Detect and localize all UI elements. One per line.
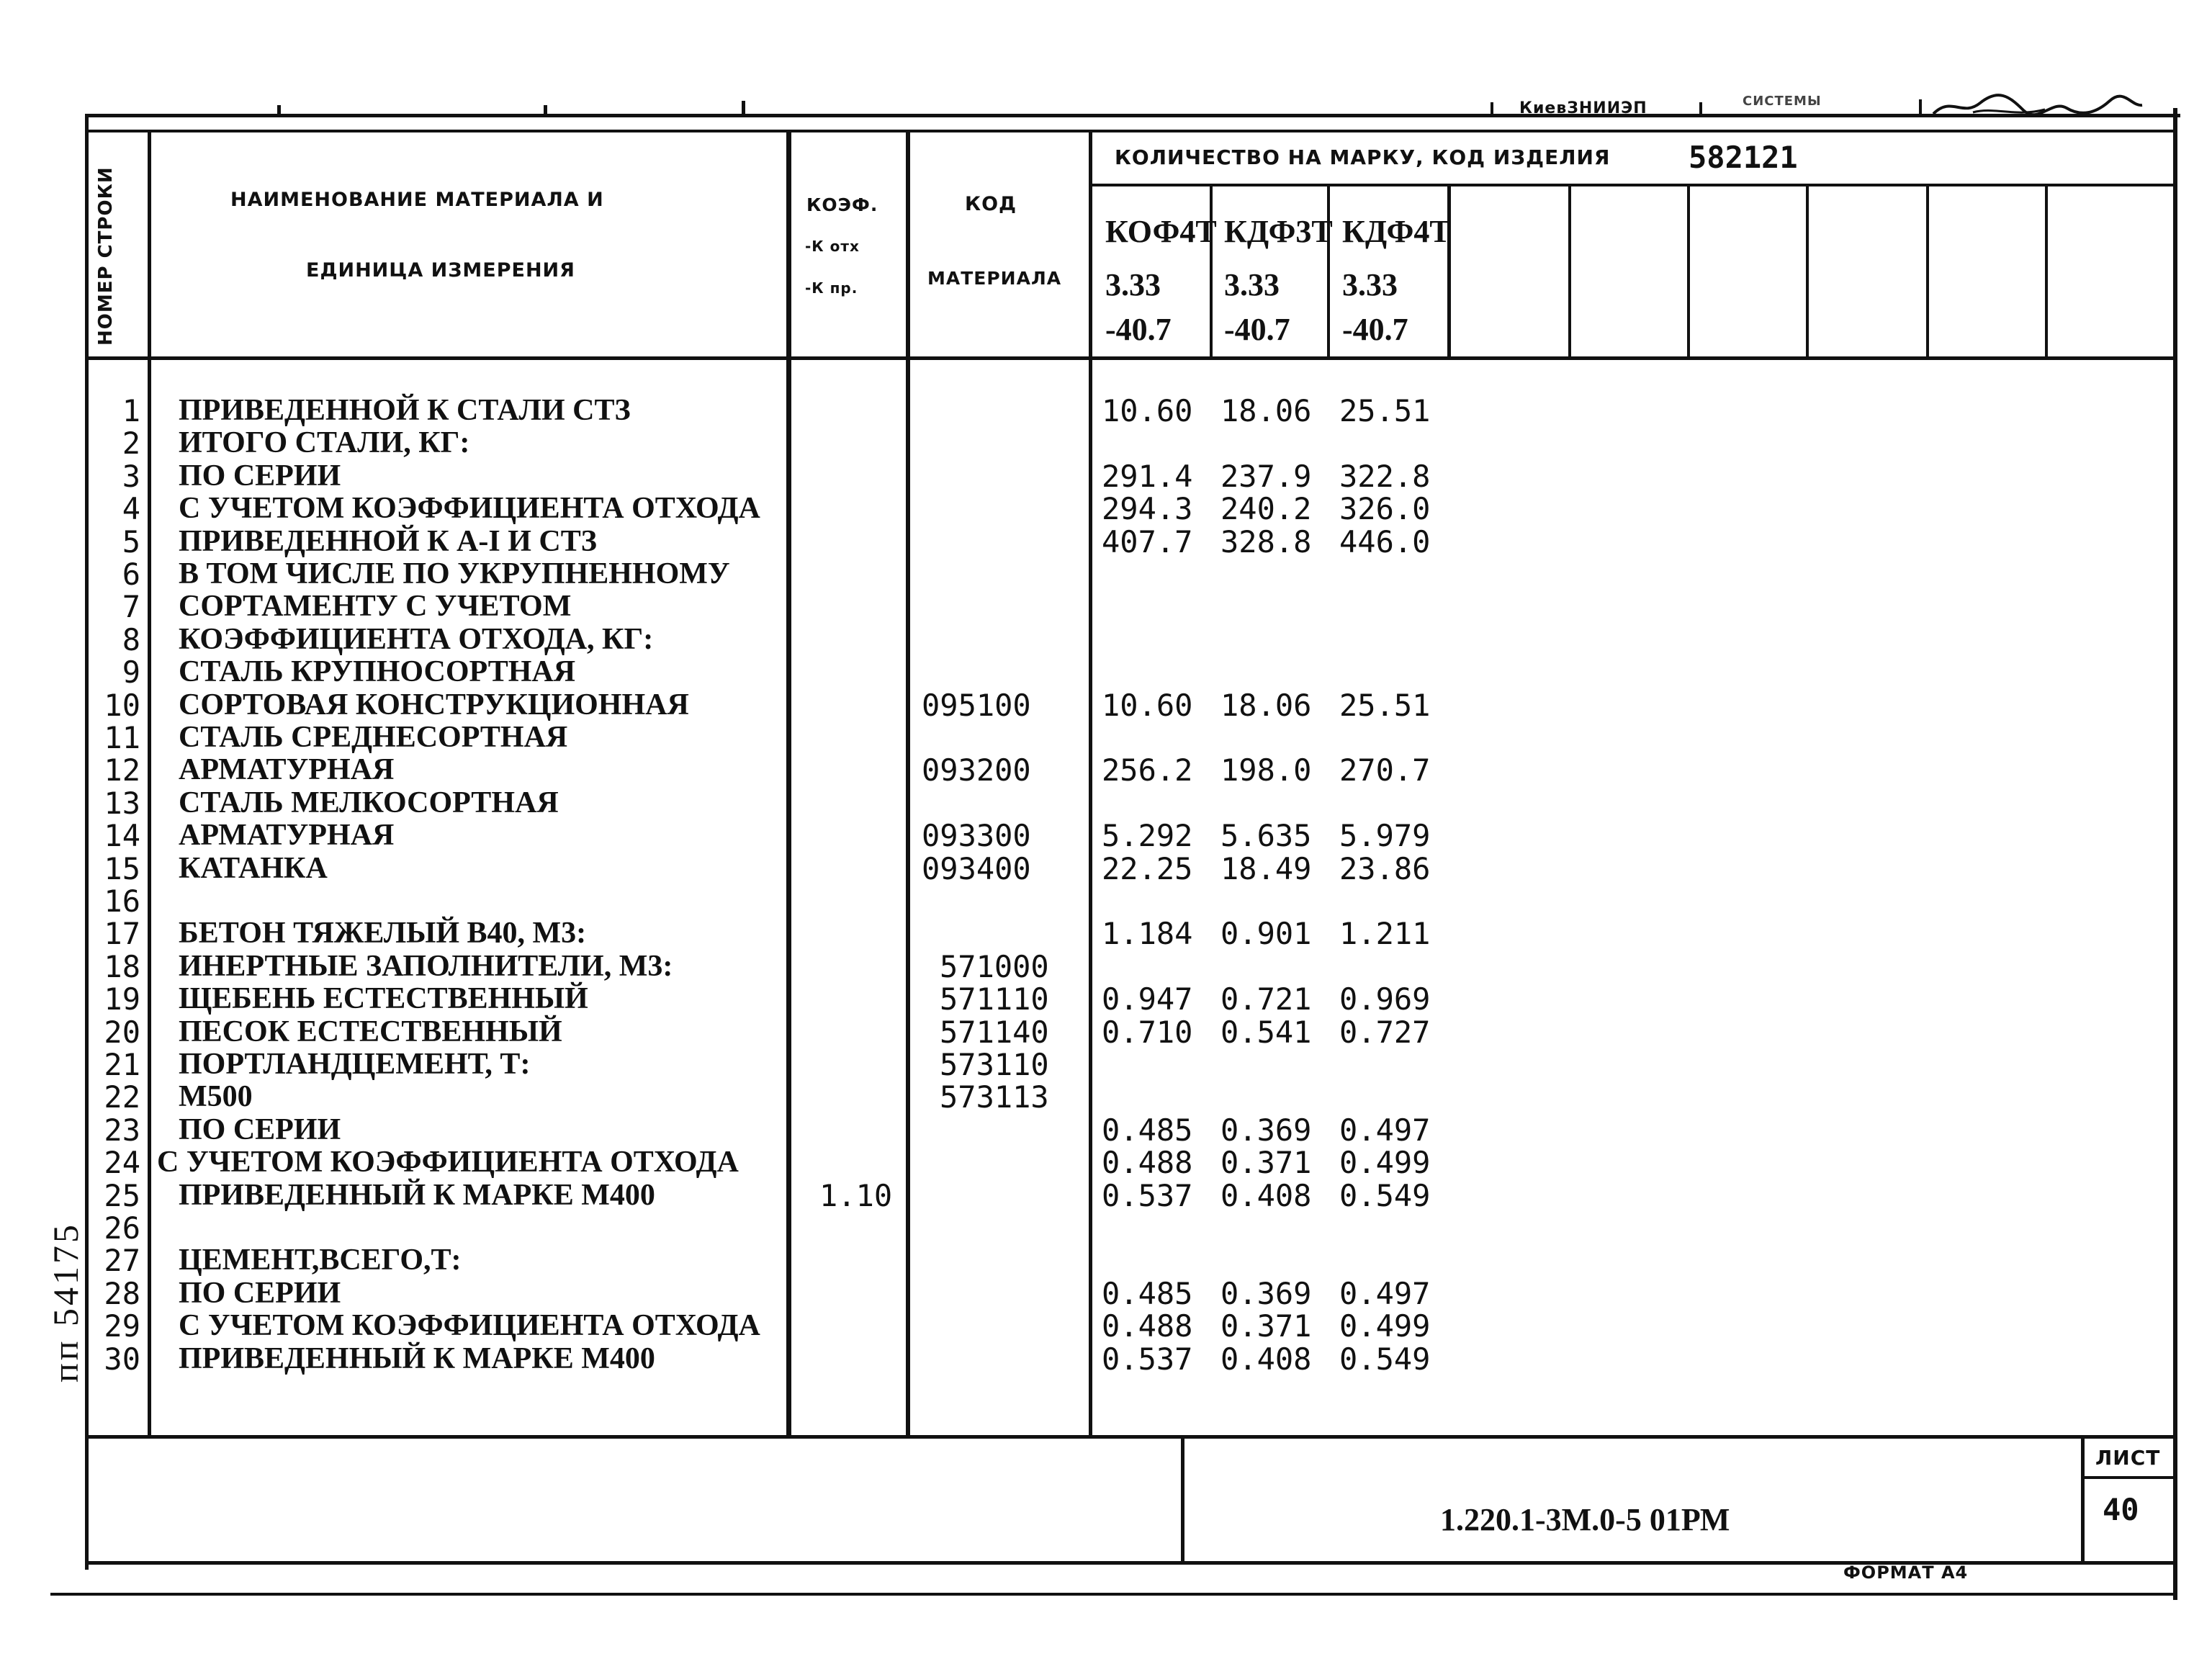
tick-mark xyxy=(1491,102,1493,117)
quantity-value: 0.371 xyxy=(1220,1308,1312,1344)
material-name: С УЧЕТОМ КОЭФФИЦИЕНТА ОТХОДА xyxy=(157,1146,739,1179)
quantity-value: 0.369 xyxy=(1220,1276,1312,1311)
material-name: ПРИВЕДЕННЫЙ К МАРКЕ М400 xyxy=(179,1342,655,1375)
quantity-value: 0.488 xyxy=(1102,1308,1193,1344)
mark-line2: 3.33 xyxy=(1224,267,1280,302)
row-number: 13 xyxy=(104,786,140,821)
quantity-value: 18.49 xyxy=(1220,851,1312,886)
material-name: ИТОГО СТАЛИ, КГ: xyxy=(179,426,470,459)
col-divider-rownum xyxy=(148,130,151,1437)
mark-divider xyxy=(1210,184,1213,358)
quantity-value: 18.06 xyxy=(1220,393,1312,428)
material-name: С УЧЕТОМ КОЭФФИЦИЕНТА ОТХОДА xyxy=(179,1309,760,1342)
quantity-value: 0.369 xyxy=(1220,1112,1312,1148)
mark-line3: -40.7 xyxy=(1224,312,1290,347)
mark-divider xyxy=(1926,184,1929,358)
quantity-value: 5.979 xyxy=(1339,818,1431,853)
quantity-value: 0.485 xyxy=(1102,1112,1193,1148)
row-number: 22 xyxy=(104,1079,140,1115)
footer-divider xyxy=(1181,1435,1184,1565)
tick-mark xyxy=(742,101,745,117)
mark-name: КДФ3Т xyxy=(1224,214,1333,249)
col-header-name-line2: ЕДИНИЦА ИЗМЕРЕНИЯ xyxy=(306,259,575,282)
quantity-value: 25.51 xyxy=(1339,393,1431,428)
material-code: 571140 xyxy=(940,1015,1049,1050)
row-number: 1 xyxy=(122,393,140,428)
quantity-value: 407.7 xyxy=(1102,524,1193,559)
material-name: ПРИВЕДЕННОЙ К СТАЛИ СТЗ xyxy=(179,394,631,427)
material-name: ПО СЕРИИ xyxy=(179,459,341,493)
quantity-value: 198.0 xyxy=(1220,752,1312,788)
row-number: 24 xyxy=(104,1145,140,1180)
header-bottom-line xyxy=(85,356,2177,360)
row-number: 5 xyxy=(122,524,140,559)
quantity-value: 0.485 xyxy=(1102,1276,1193,1311)
row-number: 12 xyxy=(104,752,140,788)
quantity-value: 0.727 xyxy=(1339,1015,1431,1050)
material-name: ПРИВЕДЕННЫЙ К МАРКЕ М400 xyxy=(179,1179,655,1212)
tick-mark xyxy=(277,105,281,117)
quantity-value: 0.537 xyxy=(1102,1178,1193,1213)
material-name: СОРТОВАЯ КОНСТРУКЦИОННАЯ xyxy=(179,688,689,721)
col-header-code-line2: МАТЕРИАЛА xyxy=(927,268,1062,289)
mark-divider xyxy=(1568,184,1571,358)
row-number: 14 xyxy=(104,818,140,853)
material-name: КАТАНКА xyxy=(179,852,328,885)
row-number: 23 xyxy=(104,1112,140,1148)
quantity-value: 22.25 xyxy=(1102,851,1193,886)
row-number: 8 xyxy=(122,622,140,657)
row-number: 17 xyxy=(104,916,140,951)
material-name: ПО СЕРИИ xyxy=(179,1277,341,1310)
material-name: М500 xyxy=(179,1080,253,1113)
mark-name: КДФ4Т xyxy=(1342,214,1451,249)
quantity-value: 5.635 xyxy=(1220,818,1312,853)
material-name: ИНЕРТНЫЕ ЗАПОЛНИТЕЛИ, М3: xyxy=(179,950,673,983)
row-number: 9 xyxy=(122,655,140,690)
document-code: 1.220.1-3М.0-5 01РМ xyxy=(1440,1502,1730,1537)
col-header-code-line1: КОД xyxy=(965,193,1017,215)
quantity-value: 23.86 xyxy=(1339,851,1431,886)
sheet-number: 40 xyxy=(2103,1492,2139,1527)
material-name: БЕТОН ТЯЖЕЛЫЙ В40, М3: xyxy=(179,917,587,950)
col-header-name-line1: НАИМЕНОВАНИЕ МАТЕРИАЛА И xyxy=(230,189,604,211)
quantity-value: 0.497 xyxy=(1339,1276,1431,1311)
tick-mark xyxy=(544,105,547,117)
mark-divider xyxy=(1327,184,1330,358)
quantity-value: 270.7 xyxy=(1339,752,1431,788)
material-name: АРМАТУРНАЯ xyxy=(179,753,395,786)
mark-line2: 3.33 xyxy=(1342,267,1398,302)
quantity-value: 0.371 xyxy=(1220,1145,1312,1180)
col-header-rownum: НОМЕР СТРОКИ xyxy=(95,166,117,346)
row-number: 15 xyxy=(104,851,140,886)
quantity-value: 10.60 xyxy=(1102,393,1193,428)
product-code: 582121 xyxy=(1689,140,1798,175)
material-name: С УЧЕТОМ КОЭФФИЦИЕНТА ОТХОДА xyxy=(179,492,760,525)
row-number: 6 xyxy=(122,557,140,592)
material-name: ПРИВЕДЕННОЙ К А-I И СТЗ xyxy=(179,525,597,558)
quantity-value: 328.8 xyxy=(1220,524,1312,559)
row-number: 2 xyxy=(122,426,140,461)
quantity-value: 0.969 xyxy=(1339,981,1431,1017)
quantity-value: 0.499 xyxy=(1339,1308,1431,1344)
quantity-value: 0.947 xyxy=(1102,981,1193,1017)
row-number: 21 xyxy=(104,1047,140,1082)
row-number: 29 xyxy=(104,1308,140,1344)
material-name: В ТОМ ЧИСЛЕ ПО УКРУПНЕННОМУ xyxy=(179,557,730,590)
top-border xyxy=(85,114,2180,117)
sheet-label: ЛИСТ xyxy=(2095,1446,2161,1470)
quantity-value: 0.488 xyxy=(1102,1145,1193,1180)
material-name: КОЭФФИЦИЕНТА ОТХОДА, КГ: xyxy=(179,623,654,656)
material-name: АРМАТУРНАЯ xyxy=(179,819,395,852)
quantity-value: 0.901 xyxy=(1220,916,1312,951)
material-name: СТАЛЬ МЕЛКОСОРТНАЯ xyxy=(179,786,559,819)
header-top-line xyxy=(85,130,2177,132)
row-number: 3 xyxy=(122,459,140,494)
row-number: 25 xyxy=(104,1178,140,1213)
material-name: СТАЛЬ КРУПНОСОРТНАЯ xyxy=(179,655,576,688)
mark-name: КОФ4Т xyxy=(1105,214,1217,249)
quantity-value: 240.2 xyxy=(1220,491,1312,526)
mark-line2: 3.33 xyxy=(1105,267,1161,302)
format-label: ФОРМАТ А4 xyxy=(1843,1563,1969,1583)
quantity-value: 5.292 xyxy=(1102,818,1193,853)
material-code: 573113 xyxy=(940,1079,1049,1115)
quantity-value: 0.549 xyxy=(1339,1341,1431,1377)
quantity-value: 0.408 xyxy=(1220,1178,1312,1213)
material-code: 095100 xyxy=(922,688,1031,723)
material-name: СОРТАМЕНТУ С УЧЕТОМ xyxy=(179,590,572,623)
mark-divider xyxy=(1447,184,1451,358)
col-divider-coef xyxy=(906,130,910,1437)
material-name: ПОРТЛАНДЦЕМЕНТ, Т: xyxy=(179,1048,531,1081)
row-number: 30 xyxy=(104,1341,140,1377)
quantity-value: 256.2 xyxy=(1102,752,1193,788)
top-org-stamp: КиевЗНИИЭП xyxy=(1519,99,1647,117)
signature-scribble xyxy=(1930,92,2146,121)
side-stamp: пп 54175 xyxy=(45,1221,86,1382)
row-number: 20 xyxy=(104,1015,140,1050)
col-header-coef-line3: -К пр. xyxy=(805,279,858,297)
quantity-value: 25.51 xyxy=(1339,688,1431,723)
row-number: 26 xyxy=(104,1210,140,1246)
sheet-label-line xyxy=(2081,1476,2176,1479)
material-name: ЩЕБЕНЬ ЕСТЕСТВЕННЫЙ xyxy=(179,982,588,1015)
top-stamp-text: СИСТЕМЫ xyxy=(1743,94,1822,109)
col-header-coef-line2: -К отх xyxy=(805,238,860,255)
format-line xyxy=(50,1593,2177,1596)
row-number: 7 xyxy=(122,589,140,624)
material-code: 093400 xyxy=(922,851,1031,886)
material-name: ПО СЕРИИ xyxy=(179,1113,341,1146)
material-code: 093300 xyxy=(922,818,1031,853)
quantity-value: 0.537 xyxy=(1102,1341,1193,1377)
mark-line3: -40.7 xyxy=(1342,312,1408,347)
row-number: 28 xyxy=(104,1276,140,1311)
material-name: ЦЕМЕНТ,ВСЕГО,Т: xyxy=(179,1244,462,1277)
mark-divider xyxy=(2045,184,2048,358)
quantity-value: 322.8 xyxy=(1339,459,1431,494)
quantity-value: 294.3 xyxy=(1102,491,1193,526)
quantity-value: 18.06 xyxy=(1220,688,1312,723)
quantity-value: 0.408 xyxy=(1220,1341,1312,1377)
coef-value: 1.10 xyxy=(819,1178,893,1213)
row-number: 27 xyxy=(104,1243,140,1278)
quantity-value: 1.211 xyxy=(1339,916,1431,951)
quantity-value: 10.60 xyxy=(1102,688,1193,723)
row-number: 11 xyxy=(104,720,140,755)
quantity-value: 326.0 xyxy=(1339,491,1431,526)
quantity-value: 0.541 xyxy=(1220,1015,1312,1050)
quantity-value: 291.4 xyxy=(1102,459,1193,494)
col-divider-name xyxy=(786,130,791,1437)
quantity-value: 1.184 xyxy=(1102,916,1193,951)
col-divider-code xyxy=(1089,130,1092,1437)
qty-header-label: КОЛИЧЕСТВО НА МАРКУ, КОД ИЗДЕЛИЯ xyxy=(1115,145,1611,169)
row-number: 18 xyxy=(104,949,140,984)
material-code: 093200 xyxy=(922,752,1031,788)
row-number: 19 xyxy=(104,981,140,1017)
sheet-box-divider xyxy=(2081,1435,2085,1565)
material-code: 571000 xyxy=(940,949,1049,984)
tick-mark xyxy=(1699,102,1702,117)
quantity-value: 0.499 xyxy=(1339,1145,1431,1180)
quantity-value: 0.549 xyxy=(1339,1178,1431,1213)
tick-mark xyxy=(1919,99,1922,117)
mark-divider xyxy=(1806,184,1809,358)
footer-top-line xyxy=(85,1435,2177,1439)
material-code: 573110 xyxy=(940,1047,1049,1082)
row-number: 4 xyxy=(122,491,140,526)
frame-right xyxy=(2173,108,2177,1600)
material-code: 571110 xyxy=(940,981,1049,1017)
quantity-value: 237.9 xyxy=(1220,459,1312,494)
row-number: 16 xyxy=(104,884,140,919)
material-name: СТАЛЬ СРЕДНЕСОРТНАЯ xyxy=(179,721,568,754)
qty-label-line xyxy=(1089,184,2176,186)
quantity-value: 446.0 xyxy=(1339,524,1431,559)
material-name: ПЕСОК ЕСТЕСТВЕННЫЙ xyxy=(179,1015,562,1048)
quantity-value: 0.710 xyxy=(1102,1015,1193,1050)
mark-divider xyxy=(1687,184,1690,358)
quantity-value: 0.721 xyxy=(1220,981,1312,1017)
row-number: 10 xyxy=(104,688,140,723)
col-header-coef-line1: КОЭФ. xyxy=(806,194,878,215)
quantity-value: 0.497 xyxy=(1339,1112,1431,1148)
mark-line3: -40.7 xyxy=(1105,312,1172,347)
